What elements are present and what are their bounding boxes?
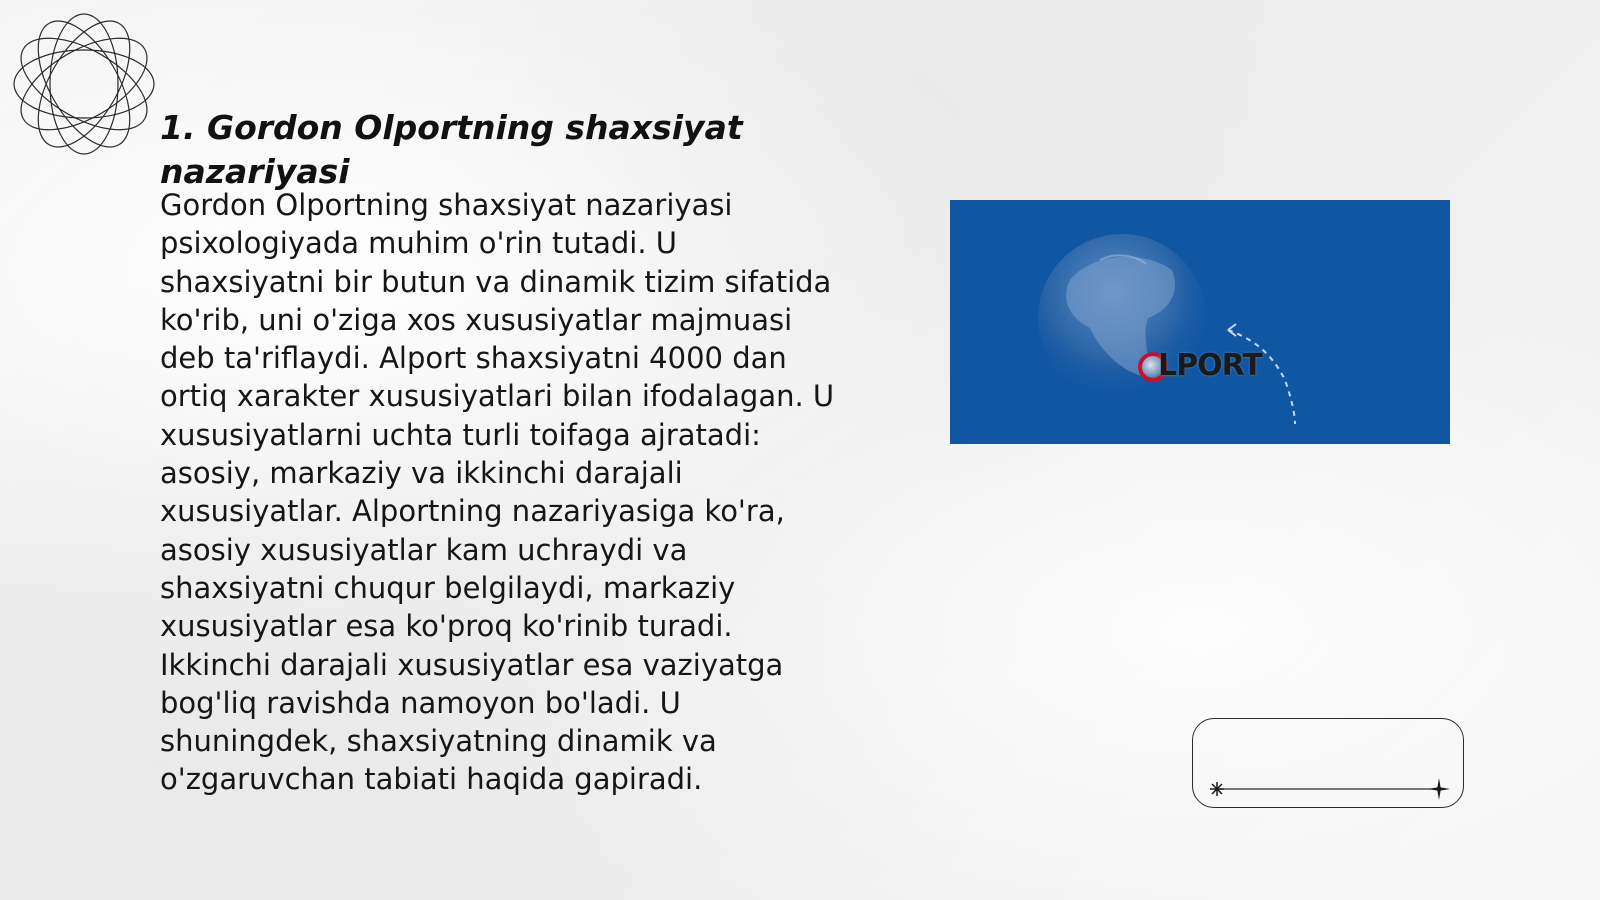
progress-card: [1192, 718, 1464, 808]
logo-text: LPORT: [1158, 348, 1262, 383]
spirograph-ornament-icon: [10, 10, 158, 158]
four-point-star-icon: [1428, 778, 1450, 800]
slide-title: 1. Gordon Olportning shaxsiyat nazariyasi: [160, 108, 743, 191]
olport-image: [950, 200, 1450, 444]
globe-icon: [950, 200, 1450, 444]
sparkle-icon: [1210, 782, 1224, 796]
slide-body-text: Gordon Olportning shaxsiyat nazariyasi psixologiyada muhim o'rin tutadi. U shaxsiyatni bir butun va dinamik tizim sifatida ko'rib, uni o'ziga xos xususiyatlar majmuasi deb ta'riflaydi. Alport shaxsiyatni 4000 dan ortiq xarakter xususiyatlari bilan ifodalagan. U xususiyatlarni uchta turli toifaga ajratadi: asosiy, markaziy va ikkinchi darajali xususiyatlar. Alportning nazariyasiga ko'ra, asosiy xususiyatlar kam uchraydi va shaxsiyatni chuqur belgilaydi, markaziy xususiyatlar esa ko'proq ko'rinib turadi. Ikkinchi darajali xususiyatlar esa vaziyatga bog'liq ravishda namoyon bo'ladi. U shuningdek, shaxsiyatning dinamik va o'zgaruvchan tabiati haqida gapiradi.: [160, 188, 835, 797]
progress-line: [1193, 719, 1465, 809]
